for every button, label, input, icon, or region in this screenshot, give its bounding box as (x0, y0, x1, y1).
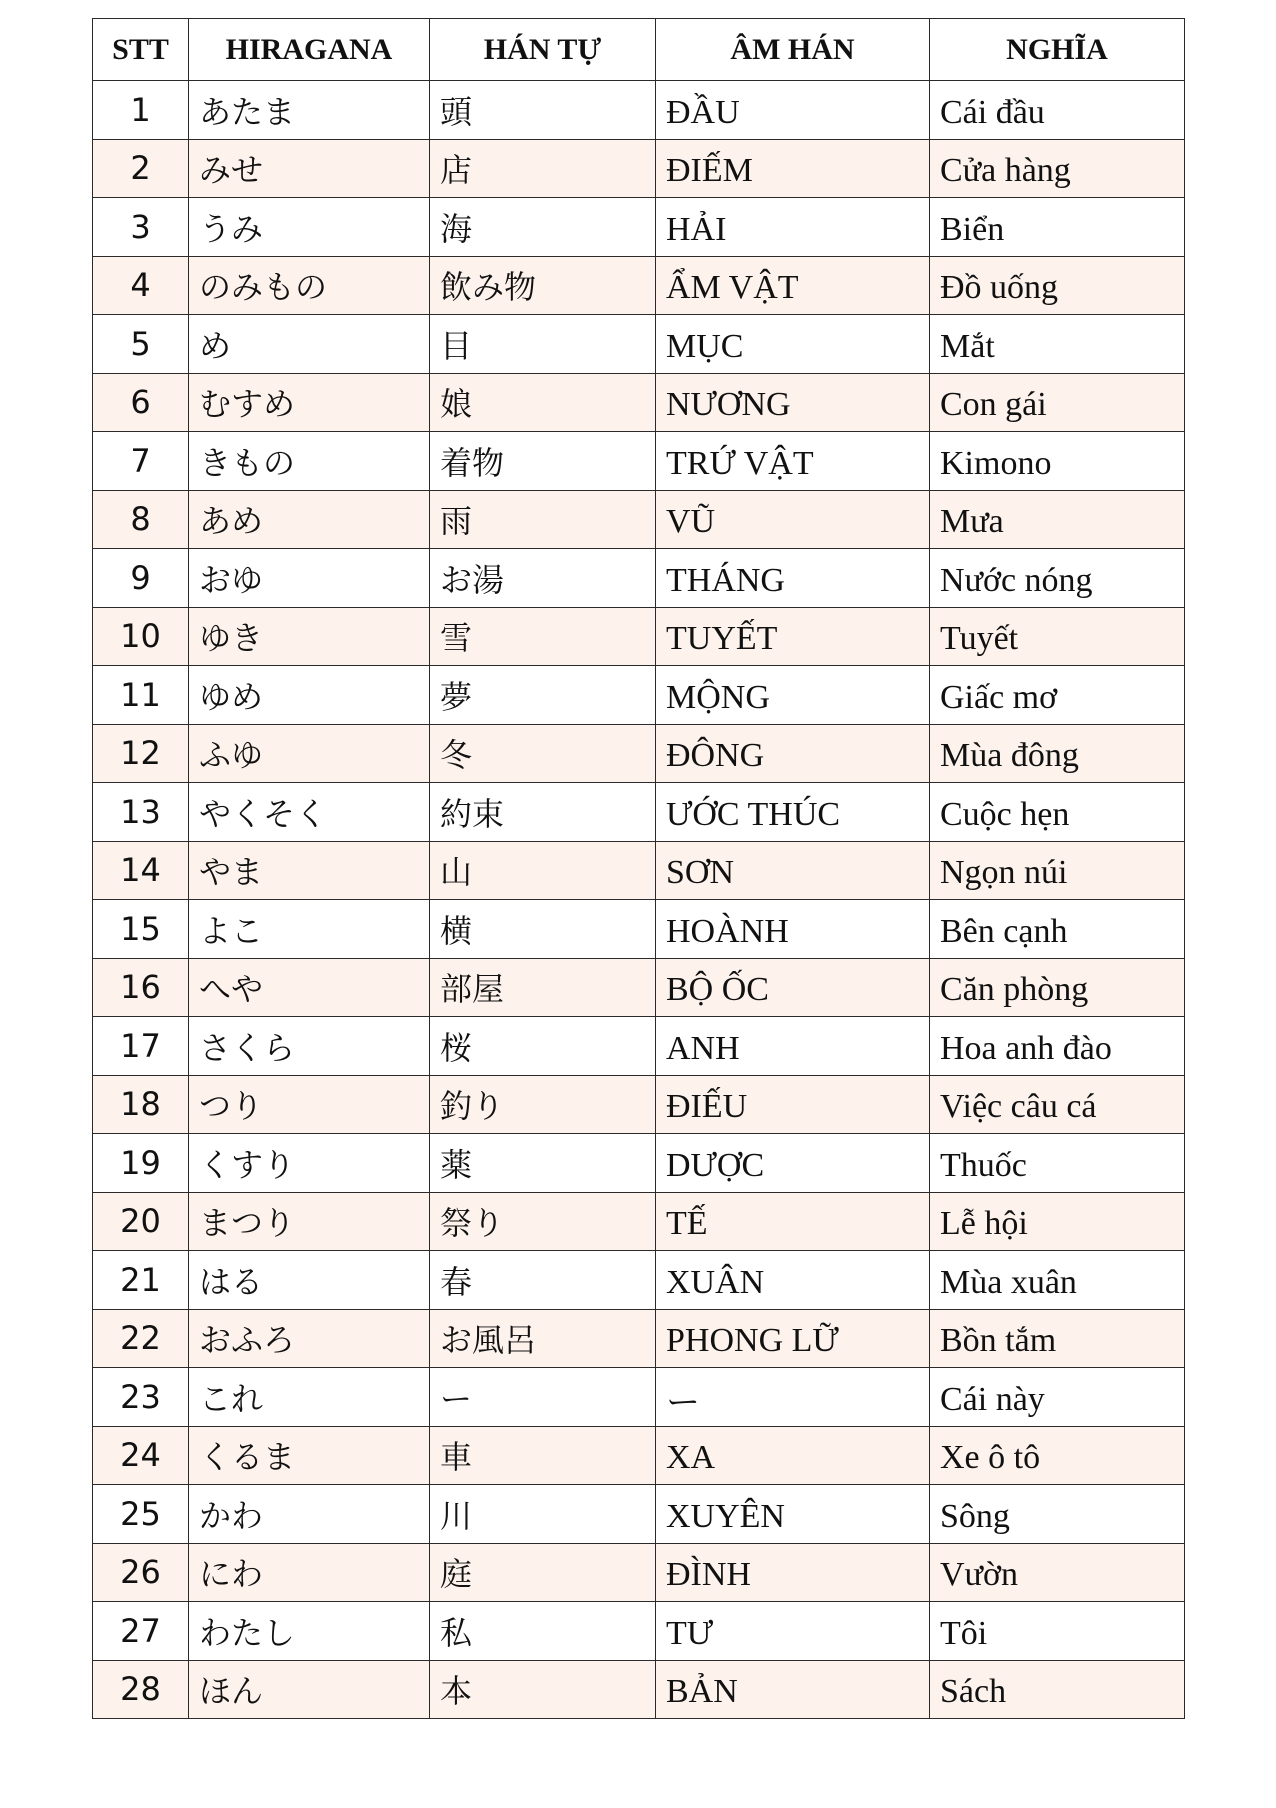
cell-nghia: Vườn (930, 1543, 1185, 1602)
cell-han-tu: 桜 (430, 1017, 656, 1076)
cell-am-han: HẢI (656, 198, 930, 257)
cell-han-tu: 山 (430, 841, 656, 900)
cell-am-han: ANH (656, 1017, 930, 1076)
cell-nghia: Mắt (930, 315, 1185, 374)
cell-am-han: ĐIẾM (656, 139, 930, 198)
table-row (93, 1602, 1185, 1661)
cell-am-han: ĐIẾU (656, 1075, 930, 1134)
cell-hiragana: おふろ (189, 1309, 430, 1368)
cell-hiragana: あめ (189, 490, 430, 549)
cell-hiragana: はる (189, 1251, 430, 1310)
cell-stt: 15 (93, 900, 189, 959)
cell-am-han: BẢN (656, 1660, 930, 1719)
cell-hiragana: くすり (189, 1134, 430, 1193)
cell-hiragana: おゆ (189, 549, 430, 608)
cell-hiragana: うみ (189, 198, 430, 257)
table-row (93, 1309, 1185, 1368)
cell-stt: 13 (93, 783, 189, 842)
table-row (93, 841, 1185, 900)
header-hiragana: HIRAGANA (189, 19, 430, 81)
cell-stt: 11 (93, 666, 189, 725)
cell-han-tu: 祭り (430, 1192, 656, 1251)
cell-nghia: Việc câu cá (930, 1075, 1185, 1134)
cell-han-tu: ー (430, 1368, 656, 1427)
cell-nghia: Con gái (930, 373, 1185, 432)
cell-am-han: DƯỢC (656, 1134, 930, 1193)
table-row (93, 1660, 1185, 1719)
cell-han-tu: 釣り (430, 1075, 656, 1134)
cell-han-tu: 目 (430, 315, 656, 374)
cell-hiragana: ほん (189, 1660, 430, 1719)
cell-am-han: BỘ ỐC (656, 958, 930, 1017)
cell-han-tu: 娘 (430, 373, 656, 432)
cell-han-tu: 海 (430, 198, 656, 257)
cell-han-tu: お湯 (430, 549, 656, 608)
cell-nghia: Hoa anh đào (930, 1017, 1185, 1076)
cell-hiragana: め (189, 315, 430, 374)
cell-am-han: MỤC (656, 315, 930, 374)
table-row (93, 1192, 1185, 1251)
cell-nghia: Đồ uống (930, 256, 1185, 315)
header-am-han: ÂM HÁN (656, 19, 930, 81)
cell-nghia: Căn phòng (930, 958, 1185, 1017)
cell-stt: 7 (93, 432, 189, 491)
header-han-tu: HÁN TỰ (430, 19, 656, 81)
cell-hiragana: のみもの (189, 256, 430, 315)
cell-stt: 3 (93, 198, 189, 257)
cell-stt: 8 (93, 490, 189, 549)
table-row (93, 607, 1185, 666)
cell-am-han: ƯỚC THÚC (656, 783, 930, 842)
cell-hiragana: へや (189, 958, 430, 1017)
cell-nghia: Thuốc (930, 1134, 1185, 1193)
cell-nghia: Cái này (930, 1368, 1185, 1427)
cell-stt: 21 (93, 1251, 189, 1310)
cell-hiragana: さくら (189, 1017, 430, 1076)
cell-am-han: SƠN (656, 841, 930, 900)
cell-hiragana: むすめ (189, 373, 430, 432)
cell-hiragana: あたま (189, 81, 430, 140)
cell-am-han: ẨM VẬT (656, 256, 930, 315)
cell-stt: 17 (93, 1017, 189, 1076)
cell-stt: 5 (93, 315, 189, 374)
cell-han-tu: 頭 (430, 81, 656, 140)
table-row (93, 1368, 1185, 1427)
cell-am-han: TẾ (656, 1192, 930, 1251)
cell-am-han: TUYẾT (656, 607, 930, 666)
cell-han-tu: 横 (430, 900, 656, 959)
cell-hiragana: ゆき (189, 607, 430, 666)
table-row (93, 256, 1185, 315)
cell-am-han: ĐÌNH (656, 1543, 930, 1602)
cell-hiragana: これ (189, 1368, 430, 1427)
cell-am-han: XUÂN (656, 1251, 930, 1310)
cell-am-han: NƯƠNG (656, 373, 930, 432)
cell-han-tu: 庭 (430, 1543, 656, 1602)
cell-hiragana: ゆめ (189, 666, 430, 725)
cell-hiragana: かわ (189, 1485, 430, 1544)
cell-hiragana: わたし (189, 1602, 430, 1661)
cell-stt: 23 (93, 1368, 189, 1427)
cell-nghia: Lễ hội (930, 1192, 1185, 1251)
cell-nghia: Ngọn núi (930, 841, 1185, 900)
cell-han-tu: 飲み物 (430, 256, 656, 315)
cell-nghia: Mưa (930, 490, 1185, 549)
cell-stt: 20 (93, 1192, 189, 1251)
cell-nghia: Mùa xuân (930, 1251, 1185, 1310)
header-nghia: NGHĨA (930, 19, 1185, 81)
cell-am-han: VŨ (656, 490, 930, 549)
cell-han-tu: 部屋 (430, 958, 656, 1017)
cell-hiragana: まつり (189, 1192, 430, 1251)
cell-hiragana: よこ (189, 900, 430, 959)
cell-han-tu: 店 (430, 139, 656, 198)
table-row (93, 432, 1185, 491)
cell-stt: 22 (93, 1309, 189, 1368)
cell-han-tu: お風呂 (430, 1309, 656, 1368)
cell-nghia: Mùa đông (930, 724, 1185, 783)
table-row (93, 1426, 1185, 1485)
cell-han-tu: 私 (430, 1602, 656, 1661)
table-row (93, 490, 1185, 549)
table-row (93, 139, 1185, 198)
table-row (93, 315, 1185, 374)
cell-han-tu: 薬 (430, 1134, 656, 1193)
cell-hiragana: やくそく (189, 783, 430, 842)
cell-hiragana: くるま (189, 1426, 430, 1485)
table-row (93, 724, 1185, 783)
cell-han-tu: 車 (430, 1426, 656, 1485)
cell-am-han: TRỨ VẬT (656, 432, 930, 491)
cell-am-han: ー (656, 1368, 930, 1427)
cell-stt: 16 (93, 958, 189, 1017)
cell-stt: 6 (93, 373, 189, 432)
cell-han-tu: 雪 (430, 607, 656, 666)
cell-nghia: Sách (930, 1660, 1185, 1719)
cell-hiragana: つり (189, 1075, 430, 1134)
cell-am-han: THÁNG (656, 549, 930, 608)
cell-stt: 4 (93, 256, 189, 315)
cell-nghia: Cửa hàng (930, 139, 1185, 198)
table-row (93, 1134, 1185, 1193)
table-row (93, 900, 1185, 959)
cell-am-han: XUYÊN (656, 1485, 930, 1544)
table-row (93, 198, 1185, 257)
table-row (93, 958, 1185, 1017)
vocabulary-table (92, 18, 1185, 1719)
cell-han-tu: 冬 (430, 724, 656, 783)
cell-han-tu: 着物 (430, 432, 656, 491)
cell-stt: 18 (93, 1075, 189, 1134)
cell-stt: 19 (93, 1134, 189, 1193)
cell-nghia: Kimono (930, 432, 1185, 491)
header-stt: STT (93, 19, 189, 81)
cell-stt: 10 (93, 607, 189, 666)
cell-stt: 14 (93, 841, 189, 900)
cell-nghia: Sông (930, 1485, 1185, 1544)
table-row (93, 1543, 1185, 1602)
cell-hiragana: やま (189, 841, 430, 900)
cell-stt: 12 (93, 724, 189, 783)
table-row (93, 1075, 1185, 1134)
cell-stt: 9 (93, 549, 189, 608)
cell-stt: 24 (93, 1426, 189, 1485)
table-body (93, 81, 1185, 1719)
cell-han-tu: 春 (430, 1251, 656, 1310)
cell-nghia: Tuyết (930, 607, 1185, 666)
cell-nghia: Cái đầu (930, 81, 1185, 140)
cell-stt: 2 (93, 139, 189, 198)
cell-am-han: HOÀNH (656, 900, 930, 959)
cell-han-tu: 本 (430, 1660, 656, 1719)
cell-han-tu: 川 (430, 1485, 656, 1544)
cell-am-han: ĐÔNG (656, 724, 930, 783)
table-row (93, 1017, 1185, 1076)
table-header-row (93, 19, 1185, 81)
cell-stt: 26 (93, 1543, 189, 1602)
cell-stt: 25 (93, 1485, 189, 1544)
table-row (93, 373, 1185, 432)
table-row (93, 666, 1185, 725)
cell-nghia: Giấc mơ (930, 666, 1185, 725)
cell-am-han: MỘNG (656, 666, 930, 725)
cell-stt: 27 (93, 1602, 189, 1661)
cell-am-han: XA (656, 1426, 930, 1485)
cell-nghia: Tôi (930, 1602, 1185, 1661)
cell-han-tu: 夢 (430, 666, 656, 725)
cell-nghia: Biển (930, 198, 1185, 257)
table-row (93, 783, 1185, 842)
table-row (93, 1251, 1185, 1310)
cell-stt: 1 (93, 81, 189, 140)
table-row (93, 1485, 1185, 1544)
cell-hiragana: みせ (189, 139, 430, 198)
cell-stt: 28 (93, 1660, 189, 1719)
cell-han-tu: 約束 (430, 783, 656, 842)
cell-hiragana: にわ (189, 1543, 430, 1602)
cell-nghia: Bồn tắm (930, 1309, 1185, 1368)
cell-am-han: TƯ (656, 1602, 930, 1661)
cell-hiragana: きもの (189, 432, 430, 491)
cell-hiragana: ふゆ (189, 724, 430, 783)
cell-han-tu: 雨 (430, 490, 656, 549)
cell-nghia: Xe ô tô (930, 1426, 1185, 1485)
table-row (93, 549, 1185, 608)
cell-nghia: Bên cạnh (930, 900, 1185, 959)
cell-nghia: Cuộc hẹn (930, 783, 1185, 842)
table-row (93, 81, 1185, 140)
cell-am-han: ĐẦU (656, 81, 930, 140)
cell-am-han: PHONG LỮ (656, 1309, 930, 1368)
cell-nghia: Nước nóng (930, 549, 1185, 608)
